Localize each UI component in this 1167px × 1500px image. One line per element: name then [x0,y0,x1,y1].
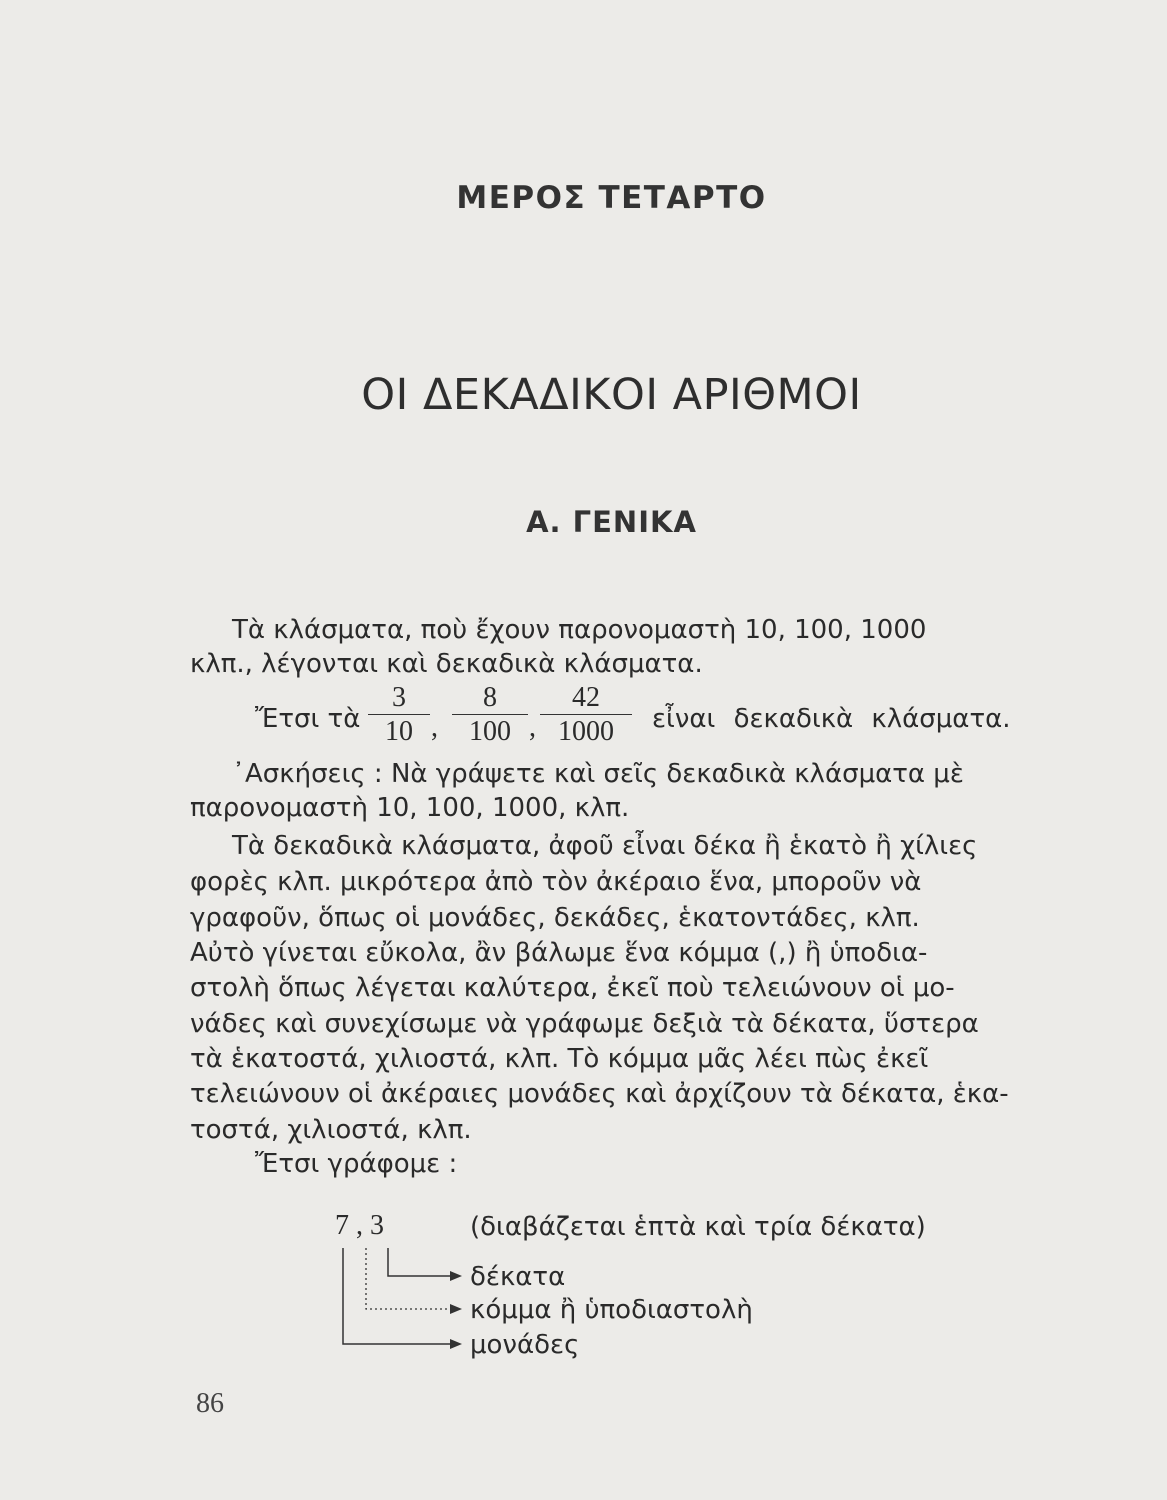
part-heading: ΜΕΡΟΣ ΤΕΤΑΡΤΟ [456,180,767,216]
body-line: Αὐτὸ γίνεται εὔκολα, ἂν βάλωμε ἕνα κόμμα (,) ἢ ὑποδια- [190,938,928,968]
label-decimal-point: κόμμα ἢ ὑποδιαστολὴ [470,1295,753,1325]
label-units: μονάδες [470,1330,580,1360]
body-line: νάδες καὶ συνεχίσωμε νὰ γράφωμε δεξιὰ τὰ δέκατα, ὕστερα [190,1009,979,1039]
label-tenths: δέκατα [470,1262,566,1292]
body-line: φορὲς κλπ. μικρότερα ἀπὸ τὸν ἀκέραιο ἕνα, μποροῦν νὰ [190,867,922,897]
fraction-denominator: 100 [452,714,528,747]
body-line: Τὰ δεκαδικὰ κλάσματα, ἀφοῦ εἶναι δέκα ἢ ἑκατὸ ἢ χίλιες [232,831,978,861]
arrow-tenths-head [450,1271,462,1281]
write-intro: Ἔτσι γράφομε : [255,1149,458,1179]
intro-line-2: κλπ., λέγονται καὶ δεκαδικὰ κλάσματα. [190,649,703,679]
page-number: 86 [196,1388,224,1419]
arrow-units [343,1248,458,1344]
exercise-line-2: παρονομαστὴ 10, 100, 1000, κλπ. [190,793,630,823]
body-line: τοστά, χιλιοστά, κλπ. [190,1115,472,1145]
arrow-comma [366,1248,458,1309]
arrow-units-head [450,1339,462,1349]
fraction-denominator: 10 [368,714,430,747]
body-line: τελειώνουν οἱ ἀκέραιες μονάδες καὶ ἀρχίζουν τὰ δέκατα, ἑκα- [190,1079,1009,1109]
fraction-numerator: 8 [483,682,497,713]
intro-line-1: Τὰ κλάσματα, ποὺ ἔχουν παρονομαστὴ 10, 100, 1000 [232,615,927,645]
fraction-denominator: 1000 [540,714,632,747]
exercise-line-1: ᾿Ασκήσεις : Νὰ γράψετε καὶ σεῖς δεκαδικὰ κλάσματα μὲ [232,759,964,789]
example-suffix: εἶναι δεκαδικὰ κλάσματα. [652,704,1011,734]
fraction-numerator: 3 [392,682,406,713]
body-line: τὰ ἑκατοστά, χιλιοστά, κλπ. Τὸ κόμμα μᾶς λέει πὼς ἐκεῖ [190,1044,929,1074]
arrow-comma-head [450,1304,462,1314]
body-line: στολὴ ὅπως λέγεται καλύτερα, ἐκεῖ ποὺ τελειώνουν οἱ μο- [190,973,955,1003]
section-heading: Α. ΓΕΝΙΚΑ [526,505,697,539]
decimal-number: 7 , 3 [335,1210,384,1241]
body-line: γραφοῦν, ὅπως οἱ μονάδες, δεκάδες, ἑκατοντάδες, κλπ. [190,903,920,933]
arrow-tenths [388,1248,458,1276]
decimal-reading: (διαβάζεται ἑπτὰ καὶ τρία δέκατα) [470,1212,926,1242]
example-prefix: Ἔτσι τὰ [255,704,361,734]
chapter-title: ΟΙ ΔΕΚΑΔΙΚΟΙ ΑΡΙΘΜΟΙ [361,370,862,420]
fraction-numerator: 42 [572,682,600,713]
